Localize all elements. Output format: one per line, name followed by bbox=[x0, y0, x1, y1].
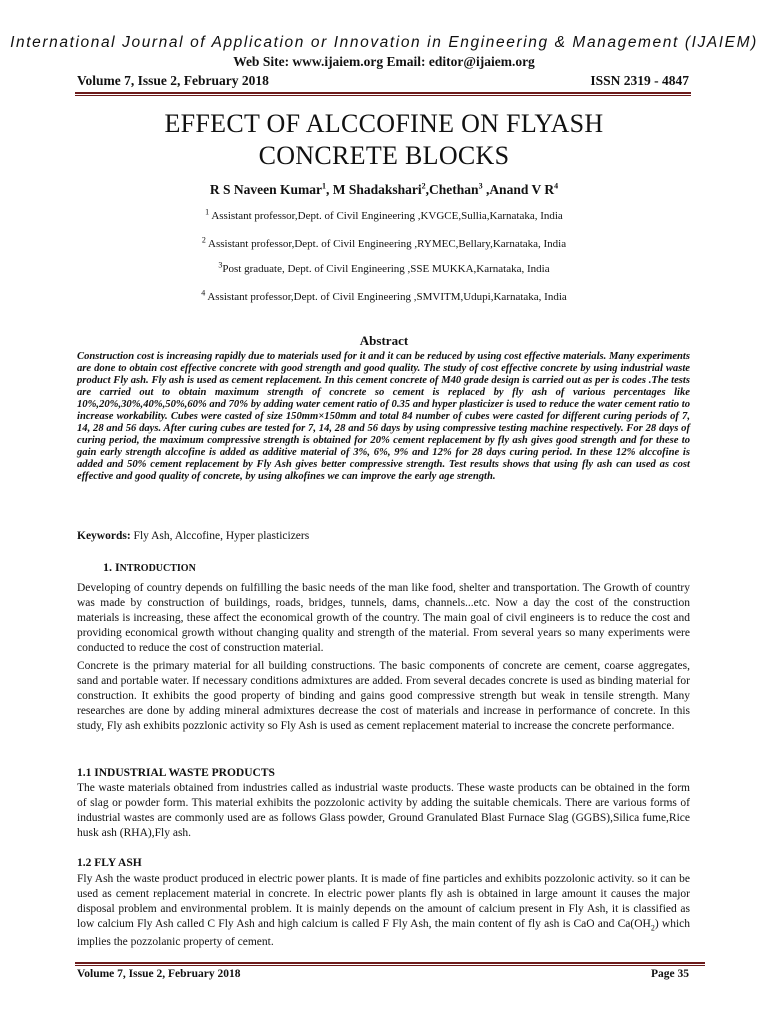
page-footer bbox=[77, 968, 689, 980]
journal-website: Web Site: www.ijaiem.org Email: editor@ijaiem.org bbox=[233, 54, 535, 69]
footer-volume: Volume 7, Issue 2, February 2018 bbox=[77, 968, 241, 980]
keywords bbox=[77, 530, 690, 542]
author: M Shadakshari$^2$, bbox=[332, 181, 430, 197]
affiliation-3: $^3$Post graduate, Dept. of Civil Engineering ,SSE MUKKA,Karnataka, India bbox=[218, 260, 550, 275]
issn: ISSN 2319 - 4847 bbox=[590, 73, 689, 88]
subsection-heading-fly-ash: 1.2 FLY ASH bbox=[77, 857, 142, 869]
intro-paragraph-2: Concrete is the primary material for all building constructions. The basic components of concrete are cement, coarse aggregates, sand and portable water. If necessary conditions admixtures are added. From several decades concrete is used as binding material for construction. It exhibits the good property of binding and gains good compressive strength but weak in tensile strength. Many researches are done by adding mineral admixtures decrease the cost of materials and increase in performance of concrete. In this study, Fly ash exhibits pozzlonic activity so Fly Ash is used as cement replacement material to increase the concrete performance. bbox=[77, 660, 690, 732]
title-line-1: EFFECT OF ALCCOFINE ON FLYASH bbox=[164, 109, 604, 138]
title-line-2: CONCRETE BLOCKS bbox=[258, 141, 510, 170]
author: Anand V $R^4$ bbox=[489, 181, 559, 197]
abstract-heading: Abstract bbox=[359, 333, 409, 348]
paper-title bbox=[80, 108, 688, 172]
journal-name: International Journal of Application or Innovation in Engineering & Management (IJAIEM) bbox=[10, 34, 758, 51]
issue-line bbox=[77, 73, 689, 89]
author: Chethan$^3$ , bbox=[429, 181, 490, 197]
affiliation-4: $^4$ Assistant professor,Dept. of Civil Engineering ,SMVITM,Udupi,Karnataka, India bbox=[201, 288, 567, 303]
page-number: Page 35 bbox=[650, 968, 689, 980]
author: R S Naveen Kumar$^1$, bbox=[209, 181, 333, 197]
header-rule bbox=[75, 92, 691, 96]
author-list bbox=[0, 182, 768, 198]
affiliation-1: $^1$ Assistant professor,Dept. of Civil Engineering ,KVGCE,Sullia,Karnataka, India bbox=[205, 207, 563, 222]
industrial-waste-paragraph: The waste materials obtained from industries called as industrial waste products. These waste products can be obtained in the form of slag or powder form. This material exhibits the pozzolonic activity by adding the suitable chemicals. There are various forms of industrial wastes are commonly used are as follows Glass powder, Ground Granulated Blast Furnace Slag (GGBS),Silica fume,Rice husk ash (RHA),Fly ash. bbox=[77, 782, 690, 839]
fly-ash-paragraph: Fly Ash the waste product produced in electric power plants. It is made of fine particles and exhibits pozzolonic activity. so it can be used as cement replacement material in concrete. In electric power plants fly ash is obtained in large amount it causes the major disposal problem and environmental problem. It is mainly depends on the amount of calcium present in Fly Ash, it is classified as low calcium Fly Ash called C Fly Ash and high calcium is called F Fly Ash, the main content of fly ash is CaO and $Ca(OH_2)$ which implies the pozzolanic property of cement. bbox=[77, 873, 691, 949]
abstract-body: Construction cost is increasing rapidly due to materials used for it and it can be reduced by using cost effective materials. Many experiments are done to obtain cost effective concrete with good strength and good quality. The study of cost effective concrete by using industrial waste product Fly ash. Fly ash is used as cement replacement. In this cement concrete of M40 grade design is carried out as per is codes .The tests are carried out to obtain maximum strength of concrete so cement is replaced by fly ash of various percentages like 10%,20%,30%,40%,50%,60% and 70% by adding water cement ratio of 0.35 and hyper plasticizer is used to reduce the water cement ratio to increase workability. Cubes were casted of size 150mm×150mm and total 84 number of cubes were casted for different curing periods of 7, 14, 28 and 56 days. After curing cubes are tested for 7, 14, 28 and 56 days by using compressive testing machine respectively. For 28 days of curing period, the maximum compressive strength is obtained for 20% cement replacement by fly ash gives good strength and for these to gain early strength alccofine is added as additive material of 3%, 6%, 9% and 12% for 28 days curing period. In these 12% alccofine is added and 50% cement replacement by Fly Ash gives better compressive strength. Test results shows that using fly ash can used as cost effective and good quality of concrete, by using alkofines we can improve the early age strength. bbox=[77, 351, 690, 483]
keywords-text: Fly Ash, Alccofine, Hyper plasticizers bbox=[130, 530, 310, 542]
keywords-label: Keywords: bbox=[77, 530, 131, 542]
affiliation-2: $^2$ Assistant professor,Dept. of Civil Engineering ,RYMEC,Bellary,Karnataka, India bbox=[201, 235, 567, 250]
section-heading-introduction: 1. INTRODUCTION bbox=[103, 560, 196, 574]
intro-paragraph-1: Developing of country depends on fulfilling the basic needs of the man like food, shelter and transportation. The Growth of country was made by construction of buildings, roads, bridges, tunnels, dams, channels...etc. Now a day the cost of the construction materials is increasing, these affect the economical growth of the country. The main goal of civil engineers is to reduce the cost and providing economical growth without changing quality and strength of the material. From several years so many experiments were conducted to reduce the cost of construction material. bbox=[77, 582, 690, 654]
issue-volume: Volume 7, Issue 2, February 2018 bbox=[77, 73, 269, 88]
subsection-heading-industrial-waste: 1.1 INDUSTRIAL WASTE PRODUCTS bbox=[77, 767, 275, 779]
footer-rule bbox=[75, 962, 705, 966]
